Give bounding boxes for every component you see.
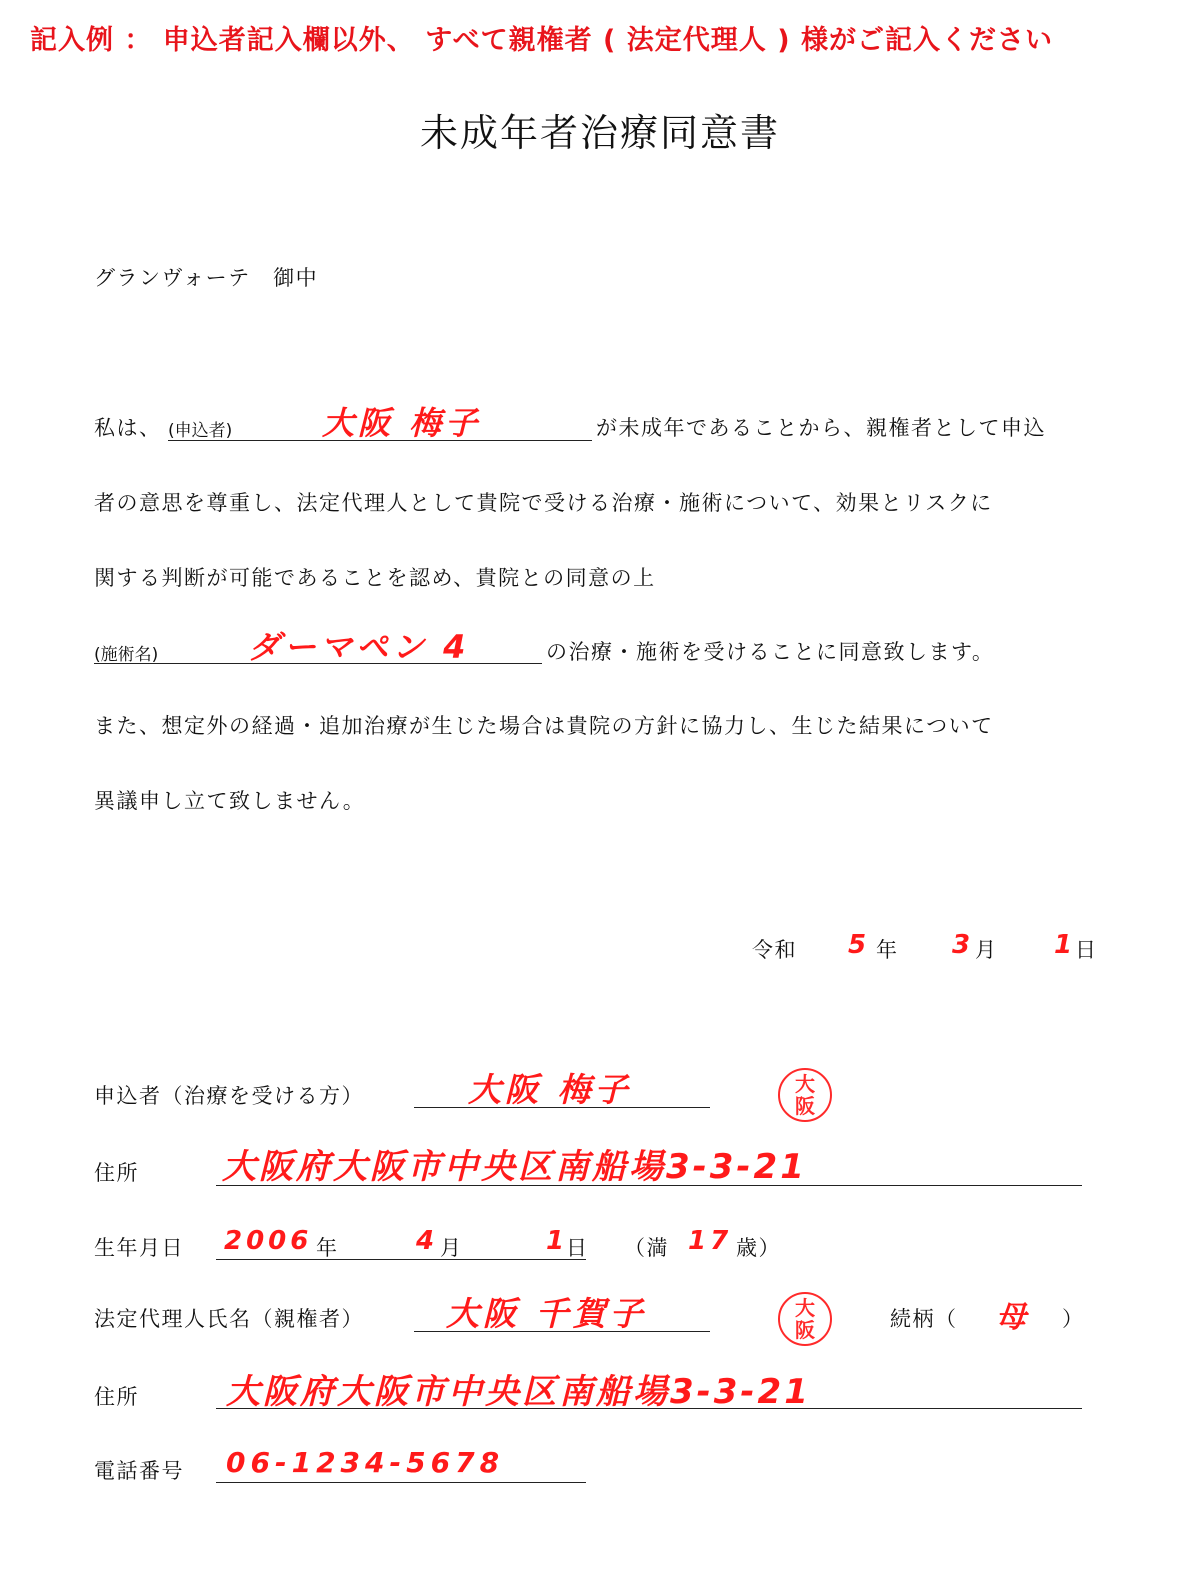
date-month[interactable]: 3 [952, 930, 975, 960]
applicant-name-line [414, 1107, 710, 1108]
paragraph-line4-suffix: の治療・施術を受けることに同意致します。 [546, 640, 995, 664]
treatment-name[interactable]: ダーマペン 4 [248, 628, 470, 666]
phone-line [216, 1482, 586, 1483]
guardian-address[interactable]: 大阪府大阪市中央区南船場3-3-21 [226, 1372, 811, 1412]
paragraph-line5: また、想定外の経過・追加治療が生じた場合は貴院の方針に協力し、生じた結果について [94, 714, 994, 738]
date-year[interactable]: 5 [848, 930, 871, 960]
applicant-label: 申込者（治療を受ける方） [94, 1084, 364, 1108]
birth-month[interactable]: 4 [416, 1226, 439, 1256]
date-day[interactable]: 1 [1054, 930, 1077, 960]
guardian-name[interactable]: 大阪 千賀子 [446, 1294, 647, 1333]
relation-close: ） [1062, 1307, 1085, 1331]
document-title: 未成年者治療同意書 [419, 111, 780, 155]
applicant-seal-stamp: 大 阪 [778, 1068, 832, 1122]
applicant-name-underline [168, 440, 592, 441]
age-value[interactable]: 17 [688, 1226, 733, 1256]
birth-date-line [216, 1259, 586, 1260]
age-close: 歳） [736, 1236, 781, 1260]
birth-day-unit: 日 [566, 1236, 589, 1260]
applicant-name-inline[interactable]: 大阪 梅子 [322, 404, 482, 442]
paragraph-line2: 者の意思を尊重し、法定代理人として貴院で受ける治療・施術について、効果とリスクに [94, 491, 993, 515]
treatment-name-underline [94, 663, 542, 664]
birth-year-unit: 年 [316, 1236, 339, 1260]
treatment-label: (施術名) [94, 645, 159, 665]
guardian-address-line [216, 1408, 1082, 1409]
addressee: グランヴォーテ 御中 [94, 266, 319, 290]
applicant-name[interactable]: 大阪 梅子 [468, 1070, 632, 1109]
birth-month-unit: 月 [440, 1236, 463, 1260]
date-year-unit: 年 [876, 938, 899, 962]
applicant-address[interactable]: 大阪府大阪市中央区南船場3-3-21 [222, 1147, 807, 1187]
phone-number[interactable]: 06-1234-5678 [226, 1446, 505, 1479]
applicant-label-inline: (申込者) [168, 421, 233, 441]
relation-value[interactable]: 母 [996, 1300, 1030, 1335]
age-open: （満 [624, 1236, 669, 1260]
paragraph-line3: 関する判断が可能であることを認め、貴院との同意の上 [94, 566, 656, 590]
relation-label: 続柄（ [890, 1307, 958, 1331]
guardian-address-label: 住所 [94, 1385, 139, 1409]
date-era: 令和 [752, 938, 797, 962]
guardian-name-line [414, 1331, 710, 1332]
date-day-unit: 日 [1075, 938, 1098, 962]
birth-date-label: 生年月日 [94, 1236, 184, 1260]
guardian-seal-stamp: 大 阪 [778, 1292, 832, 1346]
phone-label: 電話番号 [94, 1459, 184, 1483]
fill-instructions-notice: 記入例 ： 申込者記入欄以外、 すべて親権者 ( 法定代理人 ) 様がご記入ください [30, 25, 1053, 56]
applicant-address-label: 住所 [94, 1161, 139, 1185]
paragraph-line1-prefix: 私は、 [94, 416, 162, 440]
birth-year[interactable]: 2006 [224, 1226, 313, 1256]
paragraph-line1-suffix: が未成年であることから、親権者として申込 [596, 416, 1046, 440]
date-month-unit: 月 [975, 938, 998, 962]
birth-day[interactable]: 1 [546, 1226, 569, 1256]
applicant-address-line [216, 1185, 1082, 1186]
paragraph-line6: 異議申し立て致しません。 [94, 789, 366, 813]
guardian-label: 法定代理人氏名（親権者） [94, 1307, 364, 1331]
